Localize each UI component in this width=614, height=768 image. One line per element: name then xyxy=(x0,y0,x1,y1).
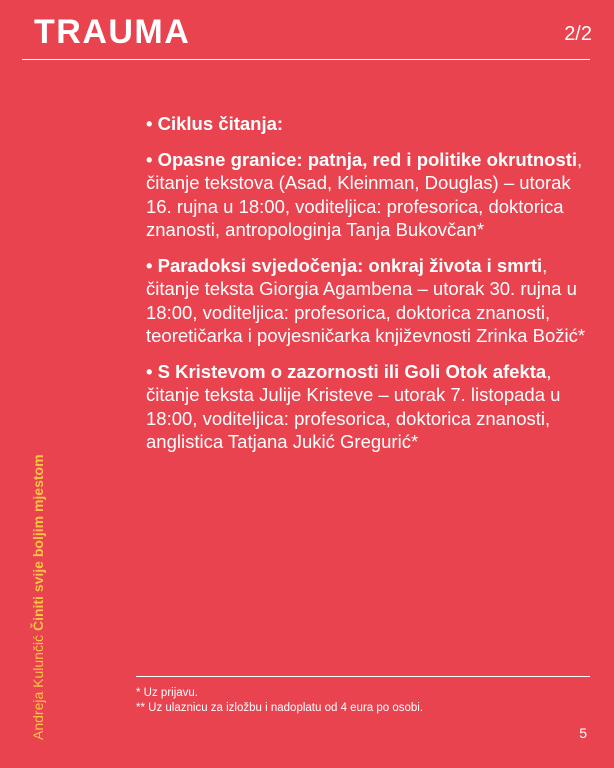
page-number: 5 xyxy=(579,725,587,741)
cycle-heading: • Ciklus čitanja: xyxy=(146,113,284,134)
event-title: • Paradoksi svjedočenja: onkraj života i smrti xyxy=(146,254,543,276)
artist-name: Andreja Kulunčić xyxy=(30,631,46,740)
footnote-1: * Uz prijavu. xyxy=(136,687,198,699)
event-details: , čitanje tekstova (Asad, Kleinman, Douglas) – utorak 16. rujna u 18:00, voditeljica: profesorica, doktorica znanosti, antropologinja Tanja Bukovčan* xyxy=(146,148,583,240)
event-list xyxy=(146,112,591,466)
event-title: • Opasne granice: patnja, red i politike okrutnosti xyxy=(146,148,578,170)
event-item xyxy=(146,148,591,242)
side-credit xyxy=(30,454,46,740)
page-title: TRAUMA xyxy=(34,13,191,51)
work-title: Činiti svije boljim mjestom xyxy=(30,454,46,632)
event-title: • S Kristevom o zazornosti ili Goli Otok afekta xyxy=(146,360,547,382)
event-item xyxy=(146,360,591,454)
event-item xyxy=(146,254,591,348)
footer-divider xyxy=(136,676,590,677)
footnotes xyxy=(136,686,423,716)
page-indicator: 2/2 xyxy=(564,23,592,45)
footnote-2: ** Uz ulaznicu za izložbu i nadoplatu od 4 eura po osobi. xyxy=(136,702,424,714)
event-details: , čitanje teksta Julije Kristeve – utorak 7. listopada u 18:00, voditeljica: profesorica, doktorica znanosti, anglistica Tatjana Jukić Gregurić* xyxy=(146,360,561,452)
event-details: , čitanje teksta Giorgia Agambena – utorak 30. rujna u 18:00, voditeljica: profesorica, doktorica znanosti, teoretičarka i povjesničarka književnosti Zrinka Božić* xyxy=(146,254,586,346)
header-divider xyxy=(22,59,590,60)
